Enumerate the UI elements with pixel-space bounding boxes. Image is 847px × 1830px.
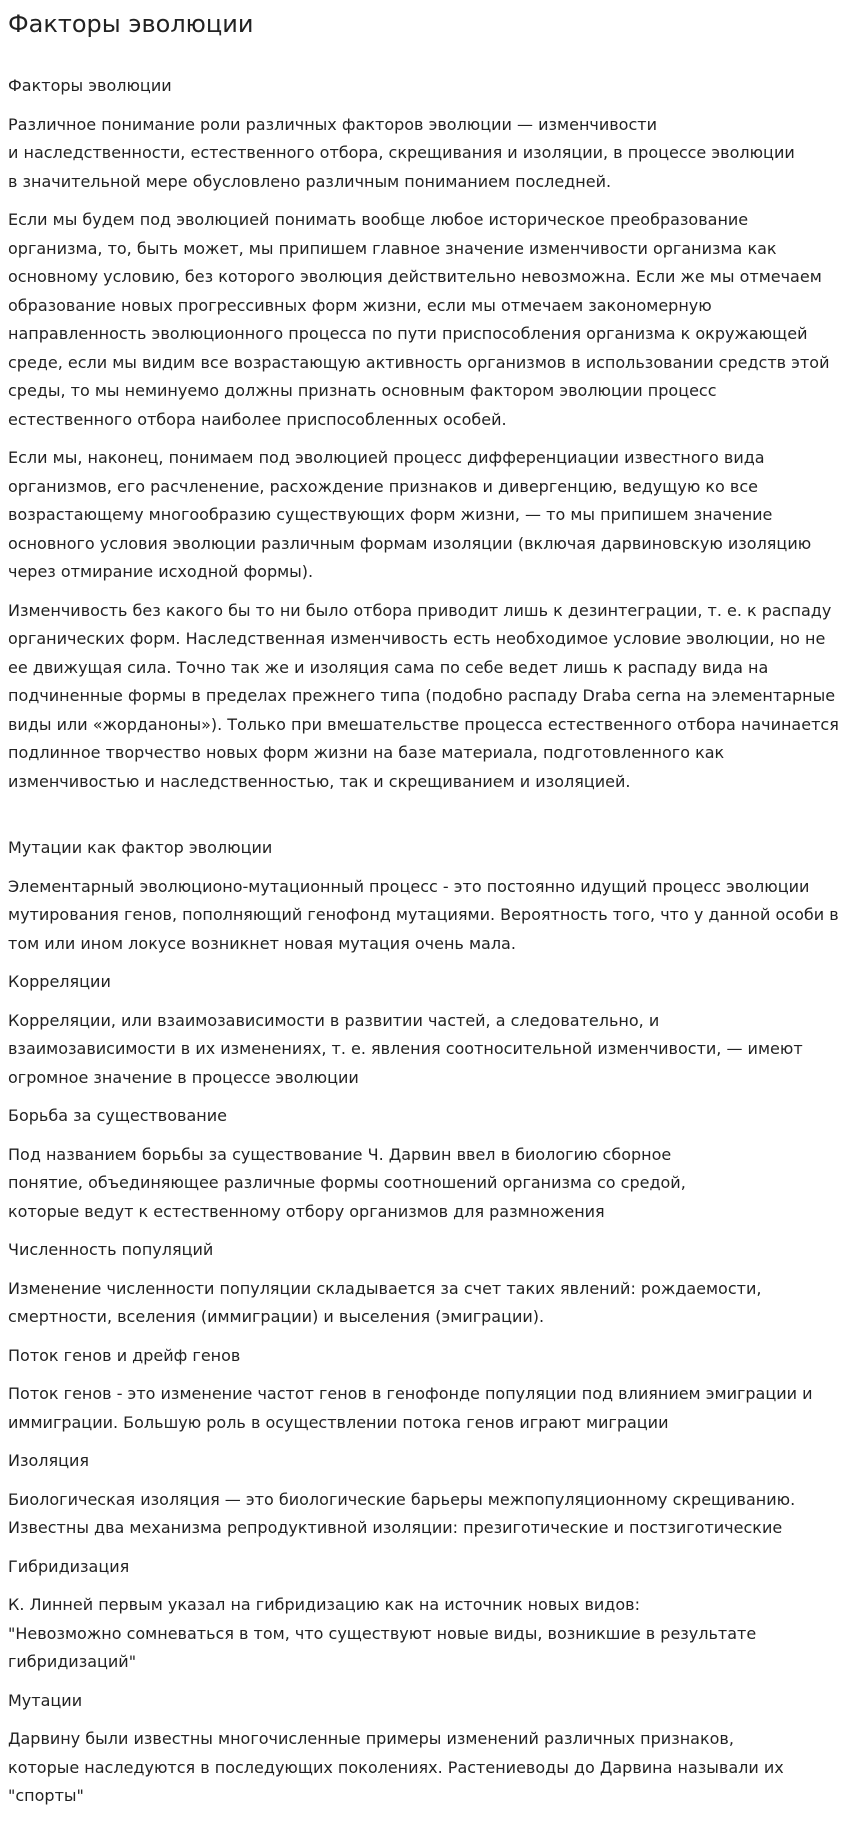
section-heading: Борьба за существование: [8, 1106, 227, 1125]
section-struggle: [8, 1102, 840, 1226]
section-text: Биологическая изоляция — это биологические барьеры межпопуляционному скрещиванию. Известны два механизма репродуктивной изоляции: презиготические и постзиготические: [8, 1489, 796, 1537]
section-text: К. Линней первым указал на гибридизацию как на источник новых видов: "Невозможно сомневаться в том, что существуют новые виды, возникшие в результате гибридизаций": [8, 1595, 757, 1671]
paragraph: Если мы будем под эволюцией понимать вообще любое историческое преобразование организма, то, быть может, мы припишем главное значение изменчивости организма как основному условию, без которого эволюция действительно невозможна. Если же мы отмечаем образование новых прогрессивных форм жизни, если мы отмечаем закономерную направленность эволюционного процесса по пути приспособления организма к окружающей среде, если мы видим все возрастающую активность организмов в использовании средств этой среды, то мы неминуемо должны признать основным фактором эволюции процесс естественного отбора наиболее приспособленных особей.: [8, 210, 830, 429]
section-isolation: [8, 1447, 840, 1543]
section-text: Под названием борьбы за существование Ч. Дарвин ввел в биологию сборное понятие, объединяющее различные формы соотношений организма со средой, которые ведут к естественному отбору организмов для размножения: [8, 1144, 686, 1221]
section-heading: Мутации: [8, 1690, 83, 1710]
section-heading: Мутации как фактор эволюции: [8, 838, 273, 857]
section-heading: Изоляция: [8, 1451, 90, 1470]
section-gene-flow: [8, 1342, 840, 1438]
section-heading: Гибридизация: [8, 1556, 130, 1576]
page-title: Факторы эволюции: [8, 10, 254, 38]
section-text: Поток генов - это изменение частот генов в генофонде популяции под влиянием эмиграции и иммиграции. Большую роль в осуществлении потока генов играют миграции: [8, 1384, 813, 1432]
section-correlations: [8, 968, 840, 1092]
section-heading: Факторы эволюции: [8, 76, 172, 95]
section-text: Корреляции, или взаимозависимости в развитии частей, а следовательно, и взаимозависимости в их изменениях, т. е. явления соотносительной изменчивости, — имеют огромное значение в процессе эволюции: [8, 1010, 803, 1087]
section-mutations: [8, 1687, 840, 1811]
paragraph: Если мы, наконец, понимаем под эволюцией процесс дифференциации известного вида организмов, его расчленение, расхождение признаков и дивергенцию, ведущую ко все возрастающему многообразию существующих форм жизни, — то мы припишем значение основного условия эволюции различным формам изоляции (включая дарвиновскую изоляцию через отмирание исходной формы).: [8, 448, 812, 581]
section-heading: Численность популяций: [8, 1240, 214, 1259]
section-text: Дарвину были известны многочисленные примеры изменений различных признаков, которые наследуются в последующих поколениях. Растениеводы до Дарвина называли их "спорты": [8, 1729, 784, 1805]
paragraph: Различное понимание роли различных факторов эволюции — изменчивости и наследственности, естественного отбора, скрещивания и изоляции, в процессе эволюции в значительной мере обусловлено различным пониманием последней.: [8, 114, 795, 191]
section-mutation-factor: [8, 834, 840, 958]
paragraph: Изменчивость без какого бы то ни было отбора приводит лишь к дезинтеграции, т. е. к распаду органических форм. Наследственная изменчивость есть необходимое условие эволюции, но не ее движущая сила. Точно так же и изоляция сама по себе ведет лишь к распаду вида на подчиненные формы в пределах прежнего типа (подобно распаду Draba cerna на элементарные виды или «жорданоны»). Только при вмешательстве процесса естественного отбора начинается подлинное творчество новых форм жизни на базе материала, подготовленного как изменчивостью и наследственностью, так и скрещиванием и изоляцией.: [8, 600, 839, 791]
section-heading: Корреляции: [8, 972, 111, 991]
section-heading: Поток генов и дрейф генов: [8, 1345, 241, 1365]
section-text: Элементарный эволюционо-мутационный процесс - это постоянно идущий процесс эволюции мутирования генов, пополняющий генофонд мутациями. Вероятность того, что у данной особи в том или ином локусе возникнет новая мутация очень мала.: [8, 876, 839, 953]
section-population: [8, 1236, 840, 1332]
article: [8, 0, 840, 1811]
section-hybridization: [8, 1553, 840, 1677]
section-text: Изменение численности популяции складывается за счет таких явлений: рождаемости, смертности, вселения (иммиграции) и выселения (эмиграции).: [8, 1278, 762, 1326]
section-factors: [8, 72, 840, 796]
